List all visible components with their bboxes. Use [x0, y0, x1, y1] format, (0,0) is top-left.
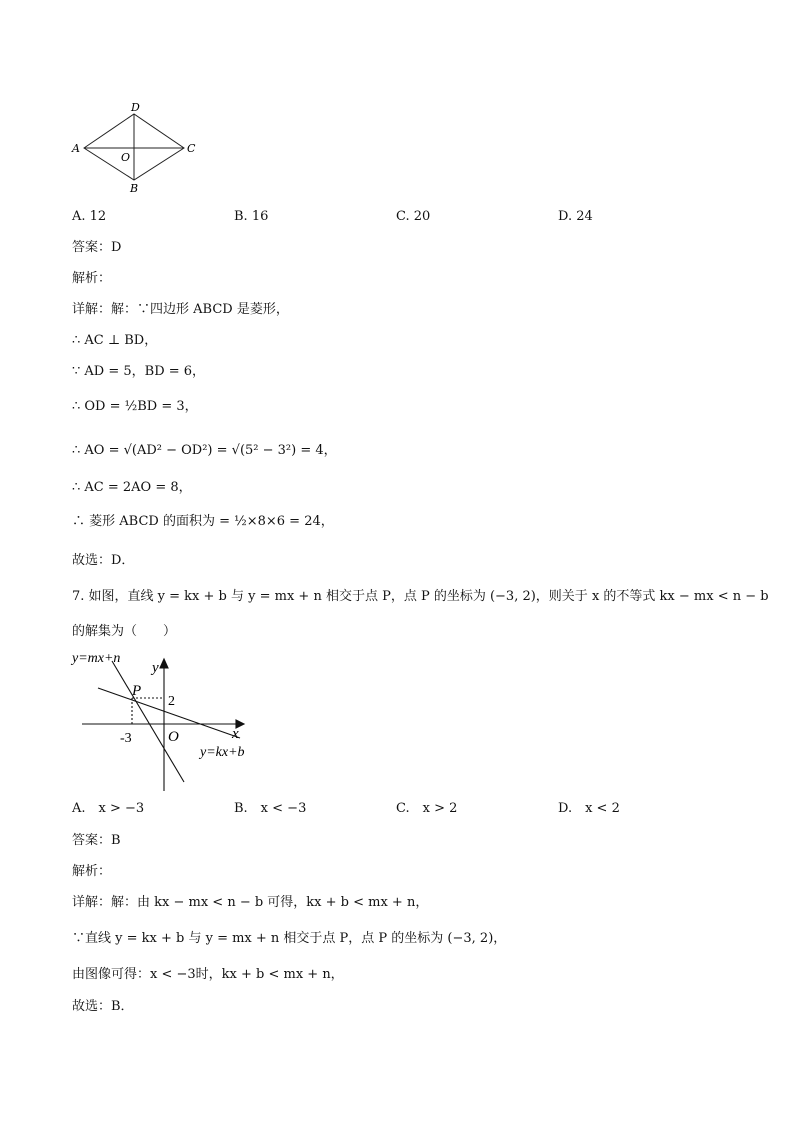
label-d: D: [131, 101, 140, 114]
q6-option-c: C. 20: [396, 209, 431, 224]
label-o: O: [121, 151, 131, 164]
label-b: B: [130, 182, 139, 195]
q6-line-5: ∴ AO = √(AD² − OD²) = √(5² − 3²) = 4，: [72, 443, 337, 458]
q7-answer: 答案：B: [72, 833, 121, 848]
q7-option-b: B. x < −3: [234, 801, 307, 816]
q6-line-8: 故选：D．: [72, 553, 135, 568]
y-tick-2: 2: [168, 694, 175, 709]
q6-option-a: A. 12: [72, 209, 107, 224]
q7-line-1: 详解：解：由 kx − mx < n − b 可得，kx + b < mx + n，: [72, 895, 429, 910]
q7-option-c: C. x > 2: [396, 801, 458, 816]
origin-label: O: [168, 729, 179, 745]
q7-option-a: A. x > −3: [72, 801, 145, 816]
q7-line-4: 故选：B．: [72, 999, 134, 1014]
q7-line-3: 由图像可得：x < −3时，kx + b < mx + n，: [72, 967, 344, 982]
axis-x-label: x: [232, 726, 239, 742]
q7-option-d: D. x < 2: [558, 801, 620, 816]
q7-analysis-title: 解析：: [72, 864, 112, 879]
q6-line-2: ∴ AC ⊥ BD，: [72, 333, 158, 348]
q7-stem-line1: 7. 如图，直线 y = kx + b 与 y = mx + n 相交于点 P，点 P 的坐标为 (−3, 2)，则关于 x 的不等式 kx − mx < n − b: [72, 589, 769, 604]
label-y-mx-n: y=mx+n: [72, 651, 121, 666]
q6-line-4: ∴ OD = ½BD = 3，: [72, 399, 198, 414]
label-a: A: [72, 142, 80, 155]
q7-stem-line2: 的解集为（ ）: [72, 624, 177, 639]
q6-option-d: D. 24: [558, 209, 593, 224]
q6-analysis-title: 解析：: [72, 271, 112, 286]
axis-y-label: y: [152, 660, 159, 676]
rhombus-figure: [60, 100, 210, 195]
x-tick-neg3: -3: [120, 731, 132, 746]
q6-line-7: ∴ 菱形 ABCD 的面积为 = ½×8×6 = 24，: [72, 514, 334, 529]
q6-option-b: B. 16: [234, 209, 269, 224]
label-y-kx-b: y=kx+b: [200, 745, 245, 760]
lines-figure: [68, 646, 288, 796]
q6-line-3: ∵ AD = 5，BD = 6，: [72, 364, 206, 379]
q6-line-1: 详解：解：∵四边形 ABCD 是菱形，: [72, 302, 289, 317]
q7-line-2: ∵直线 y = kx + b 与 y = mx + n 相交于点 P，点 P 的坐标为 (−3, 2)，: [72, 931, 507, 946]
q6-answer: 答案：D: [72, 240, 122, 255]
label-c: C: [187, 142, 196, 155]
point-p-label: P: [132, 683, 142, 699]
q6-line-6: ∴ AC = 2AO = 8，: [72, 480, 192, 495]
